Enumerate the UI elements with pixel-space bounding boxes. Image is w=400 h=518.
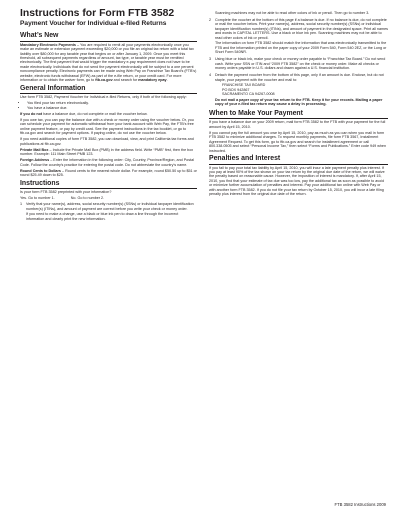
when-to-pay-paragraph-2: If you cannot pay the full amount you owe by April 15, 2010, pay as much as you can when you mail in form FTB 3582 to minimize additional charges. To request monthly payments, file form FTB 3567, Installment Agreement Request. To get this form, go to ftb.ca.gov and search for installment agreement or call 800.338.0505 and select “Personal Income Tax,” then select “Forms and Publications.” Enter code 949 when instructed. <box>209 130 387 153</box>
penalties-paragraph: If you fail to pay your total tax liability by April 15, 2010, you will incur a late payment penalty plus interest. If you pay at least 90% of the tax shown on your tax return by the original due date of the return, we will waive the penalty based on reasonable cause. However, the imposition of interest is mandatory. If, after April 15, 2010, you find that your estimate of tax due was too low, pay the additional tax as soon as possible to avoid or minimize further accumulation of penalties and interest. Pay your additional tax online with Web Pay or with another form FTB 3582. If you do not file your tax return by October 15, 2010, you will incur a late filing penalty plus interest from the original due date of the return. <box>209 165 385 197</box>
step-1-change-text: If you need to make a change, use a black or blue ink pen to draw a line through the incorrect information and clearly print the new information. <box>26 212 179 221</box>
address-line: PO BOX 942867 <box>222 87 250 92</box>
payment-options-paragraph: If you owe tax, you can pay the balance due with a check or money order using the voucher below. Or, you can schedule your payment for automatic withdrawal from your bank account with Web Pay, the FTB’s free online payment feature, or pay by credit card. See the payment instructions in the tax booklet, or go to ftb.ca.gov and search for payment options. If paying online, do not use the voucher below. <box>20 117 194 136</box>
yes-option: Yes. Go to number 1. <box>20 196 55 201</box>
general-intro: Use form FTB 3582, Payment Voucher for Individual e-filed Returns, only if both of the following apply: <box>20 95 187 100</box>
step-1-continued <box>209 11 388 17</box>
page-title: Instructions for Form FTB 3582 <box>20 8 175 19</box>
address-line: SACRAMENTO CA 94267-0008 <box>222 92 275 97</box>
instructions-heading: Instructions <box>20 180 197 190</box>
mailing-address <box>222 83 388 96</box>
round-cents-paragraph: Round Cents to Dollars – Round cents to the nearest whole dollar. For example, round $50.50 up to $51 or round $25.49 down to $25. <box>20 168 197 178</box>
when-to-pay-paragraph-1: If you have a balance due on your 2009 return, mail form FTB 3582 to the FTB with your payment for the full amount by April 15, 2010. <box>209 120 386 129</box>
step-3-text: Using blue or black ink, make your check or money order payable to “Franchise Tax Board.” Do not send cash. Write your SSN or ITIN and “2009 FTB 3582” on the check or money order. Make all checks or money orders payable in U.S. dollars and drawn against a U.S. financial institution. <box>215 57 386 71</box>
step-number: 1 <box>20 202 23 207</box>
penalties-heading: Penalties and Interest <box>209 155 388 165</box>
ftb-website-text: ftb.ca.gov <box>95 78 113 83</box>
step-number: 2 <box>209 18 212 23</box>
whats-new-paragraph: Mandatory Electronic Payments – You are required to remit all your payments electronically once you make an estimate or extension payment exceeding $20,000 or you file an original tax return with a total tax liability over $80,000 for any taxable year that begins on or after January 1, 2009. Once you meet this threshold, all subsequent payments regardless of amount, tax type, or taxable year must be remitted electronically. The first payment that would trigger the mandatory e-pay requirement does not have to be made electronically. Individuals that do not send the payment electronically will be subject to a one percent noncompliance penalty. Electronic payments can be made using Web Pay on Franchise Tax Board’s (FTB’s) website, electronic funds withdrawal (EFW) as part of the e-file return, or your credit card. For more information or to obtain the waiver form, go to ftb.ca.gov and search for mandatory epay. <box>20 42 197 83</box>
copies-paragraph: If you need additional copies of form FTB 3582, you can download, view, and print California tax forms and publications at ftb.ca.gov. <box>20 137 194 146</box>
no-option: No. Go to number 2. <box>70 196 105 201</box>
address-line: FRANCHISE TAX BOARD <box>222 83 266 88</box>
step-4 <box>209 73 388 107</box>
step-2-text: Complete the voucher at the bottom of this page if a balance is due. If no balance is due, do not complete or mail the voucher below. Print your name(s), address, social security number(s) (SSNs) or individual taxpayer identification number(s) (ITINs), and amount of payment in the designated space. Print all names and words in CAPITAL LETTERS. Use a black or blue ink pen. Scanning machines may not be able to read other colors of ink or pencil. <box>215 18 388 40</box>
page-footer: FTB 3582 Instructions 2009 <box>334 502 386 507</box>
criteria-item: • You have a balance due. <box>27 106 197 110</box>
no-balance-paragraph: If you do not have a balance due, do not complete or mail the voucher below. <box>20 111 148 116</box>
step-1-text: Verify that your name(s), address, social security number(s) (SSNs) or individual taxpayer identification number(s) (ITINs), and amount of payment are correct before you write your check or money order. <box>26 202 194 211</box>
whats-new-text: – You are required to remit all your payments electronically once you make an estimate or extension payment exceeding $20,000 or you file an original tax return with a total tax liability over $80,000 for any taxable year that begins on or after January 1, 2009. Once you meet this threshold, all subsequent payments regardless of amount, tax type, or taxable year must be remitted electronically. The first payment that would trigger the mandatory e-pay requirement does not have to be made electronically. Individuals that do not send the payment electronically will be subject to a one percent noncompliance penalty. Electronic payments can be made using Web Pay on Franchise Tax Board’s (FTB’s) website, electronic funds withdrawal (EFW) as part of the e-file return, or your credit card. For more information or to obtain the waiver form, go to <box>20 42 197 83</box>
criteria-list <box>20 101 197 110</box>
foreign-address-paragraph: Foreign Address – Enter the information in the following order: City, Country, Province/Region, and Postal Code. Follow the country’s practice for entering the postal code. Do not abbreviate the country’s name. <box>20 158 194 167</box>
step-number: 3 <box>209 57 212 62</box>
general-information-heading: General Information <box>20 85 197 95</box>
right-column <box>204 11 388 198</box>
do-not-mail-warning: Do not mail a paper copy of your tax return to the FTB. Keep it for your records. Mailing a paper copy of your e-filed tax return may cause a delay in processing. <box>215 97 383 106</box>
whats-new-heading: What’s New <box>20 32 197 42</box>
step-1-continued-text: Scanning machines may not be able to read other colors of ink or pencil. Then go to number 3. <box>215 11 370 15</box>
step-4-text: Detach the payment voucher from the bottom of this page, only if an amount is due. Enclose, but do not staple, your payment with the voucher and mail to: <box>215 73 384 82</box>
mandatory-epay-search-term: mandatory epay <box>138 78 167 83</box>
private-mail-box-paragraph: Private Mail Box – Include the Private Mail Box (PMB) in the address field. Write “PMB” first, then the box number. Example: 111 Main Street PMB 123. <box>20 147 194 157</box>
mandatory-epay-lead: Mandatory Electronic Payments <box>20 42 76 47</box>
criteria-item: • You filed your tax return electronically. <box>27 101 197 105</box>
step-3 <box>209 57 388 72</box>
page-subtitle: Payment Voucher for Individual e-filed Returns <box>20 20 167 27</box>
step-1 <box>20 202 197 222</box>
step-2-match-text: The information on form FTB 3582 should match the information that was electronically transmitted to the FTB and the information printed on the paper copy of your 2009 Form 540, Form 540 2EZ, or the Long or Short Form 540NR. <box>215 41 387 55</box>
when-to-pay-heading: When to Make Your Payment <box>209 110 388 120</box>
step-2 <box>209 18 388 56</box>
step-number: 4 <box>209 73 212 78</box>
preprinted-question: Is your form FTB 3582 preprinted with your information? <box>20 190 112 195</box>
left-column <box>20 30 204 224</box>
yes-no-options <box>20 196 197 200</box>
